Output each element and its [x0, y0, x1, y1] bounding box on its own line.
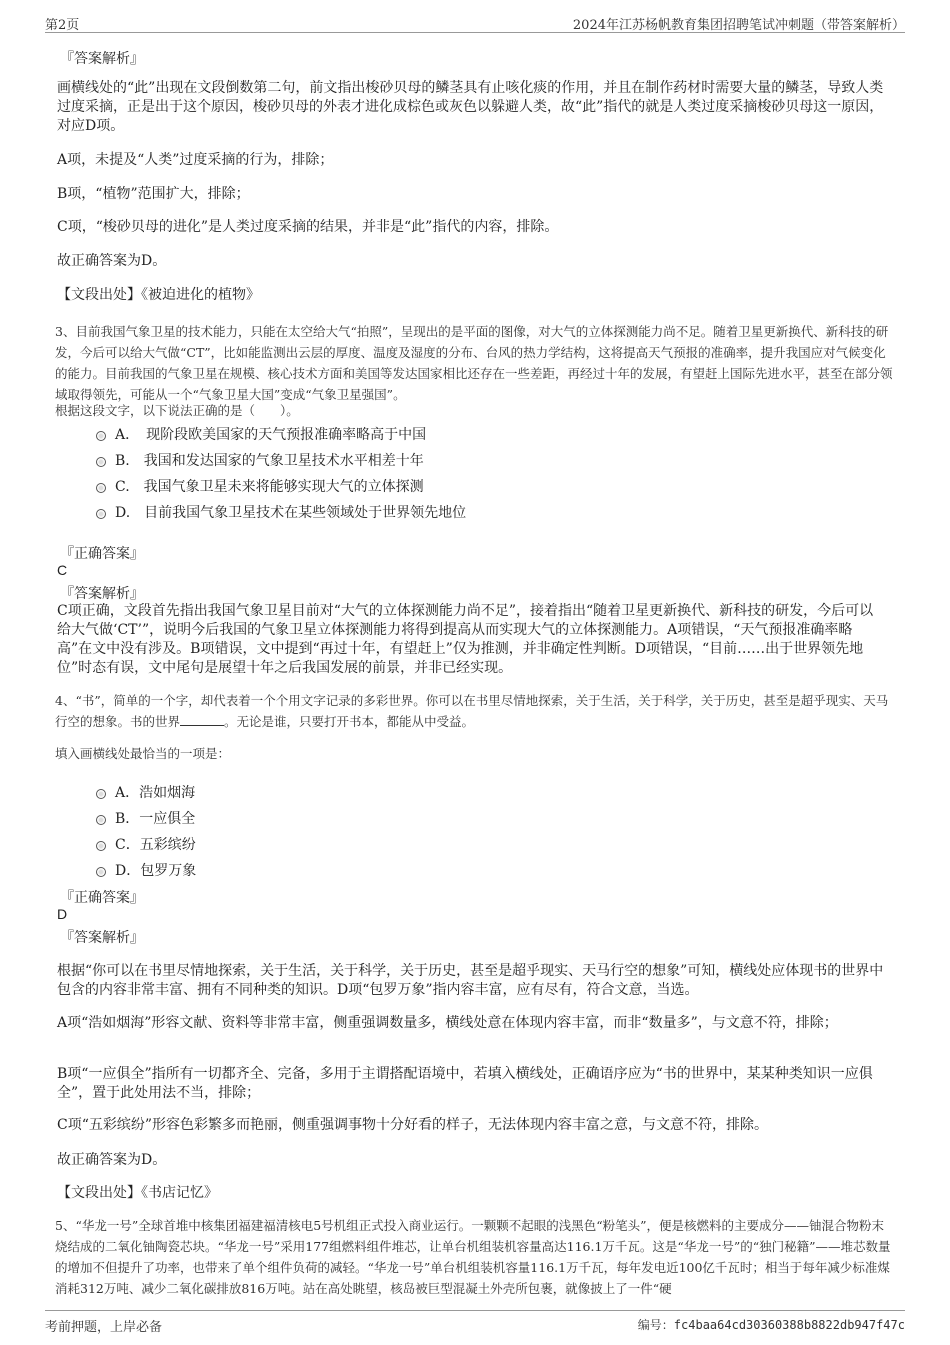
q3-option-a[interactable] [96, 424, 426, 444]
page-number: 第2页 [45, 18, 80, 33]
q2-analysis-p5: 故正确答案为D。 [57, 253, 167, 269]
page-footer [45, 1310, 905, 1335]
option-label: D. 目前我国气象卫星技术在某些领域处于世界领先地位 [115, 505, 467, 521]
q4-analysis-p5: 故正确答案为D。 [57, 1152, 167, 1168]
q4-stem-part-2: 。无论是谁，只要打开书本，都能从中受益。 [224, 714, 475, 729]
q3-correct-answer: C [57, 562, 68, 578]
option-label: B. 我国和发达国家的气象卫星技术水平相差十年 [115, 453, 424, 469]
q3-analysis-label: 『答案解析』 [60, 586, 144, 602]
q4-analysis-p4: C项“五彩缤纷”形容色彩繁多而艳丽，侧重强调事物十分好看的样子，无法体现内容丰富之意，与文意不符，排除。 [57, 1117, 769, 1133]
radio-icon[interactable] [96, 815, 106, 825]
q3-option-c[interactable] [96, 476, 424, 496]
radio-icon[interactable] [96, 509, 106, 519]
q3-option-b[interactable] [96, 450, 424, 470]
q4-analysis-label: 『答案解析』 [60, 930, 144, 946]
q3-option-d[interactable] [96, 502, 466, 522]
page-header [45, 12, 905, 33]
option-label: A． 现阶段欧美国家的天气预报准确率略高于中国 [115, 427, 427, 443]
q2-analysis-p2: A项，未提及“人类”过度采摘的行为，排除； [57, 152, 334, 168]
q3-stem: 3、目前我国气象卫星的技术能力，只能在太空给大气“拍照”，呈现出的是平面的图像，对大气的立体探测能力尚不足。随着卫星更新换代、新科技的研发，今后可以给大气做“CT”，比如能监测出云层的厚度、温度及湿度的分布、台风的热力学结构，这将提高天气预报的准确率，提升我国应对气候变化的能力。目前我国的气象卫星在规模、核心技术方面和美国等发达国家相比还存在一些差距，再经过十年的发展，有望赶上国际先进水平，甚至在部分领域取得领先，可能从一个“气象卫星大国”变成“气象卫星强国”。 [55, 324, 893, 402]
option-label: B．一应俱全 [115, 811, 196, 827]
q2-analysis-label: 『答案解析』 [60, 51, 144, 67]
q4-option-a[interactable] [96, 782, 195, 802]
q3-correct-label: 『正确答案』 [60, 546, 144, 562]
option-label: D．包罗万象 [115, 863, 197, 879]
radio-icon[interactable] [96, 431, 106, 441]
radio-icon[interactable] [96, 457, 106, 467]
radio-icon[interactable] [96, 483, 106, 493]
document-title: 2024年江苏杨帆教育集团招聘笔试冲刺题（带答案解析） [572, 18, 905, 33]
footer-slogan: 考前押题，上岸必备 [45, 1320, 163, 1335]
q2-analysis-p1: 画横线处的“此”出现在文段倒数第二句，前文指出梭砂贝母的鳞茎具有止咳化痰的作用，并且在制作药材时需要大量的鳞茎，导致人类过度采摘，正是出于这个原因，梭砂贝母的外表才进化成棕色或灰色以躲避人类，故“此”指代的就是人类过度采摘梭砂贝母这一原因，对应D项。 [57, 80, 884, 134]
radio-icon[interactable] [96, 789, 106, 799]
q4-option-c[interactable] [96, 834, 196, 854]
option-label: C. 我国气象卫星未来将能够实现大气的立体探测 [115, 479, 424, 495]
q4-analysis-p2: A项“浩如烟海”形容文献、资料等非常丰富，侧重强调数量多，横线处意在体现内容丰富，而非“数量多”，与文意不符，排除； [57, 1015, 838, 1031]
option-label: C．五彩缤纷 [115, 837, 196, 853]
fill-blank [180, 713, 224, 726]
radio-icon[interactable] [96, 867, 106, 877]
document-code: 编号：fc4baa64cd30360388b8822db947f47c [637, 1318, 905, 1332]
option-label: A．浩如烟海 [115, 785, 196, 801]
q2-analysis-p3: B项，“植物”范围扩大，排除； [57, 186, 250, 202]
q4-stem-part-1: 4、“书”，简单的一个字，却代表着一个个用文字记录的多彩世界。你可以在书里尽情地探索，关于生活，关于科学，关于历史，甚至是超乎现实、天马行空的想象。书的世界 [55, 693, 889, 729]
q4-option-b[interactable] [96, 808, 195, 828]
radio-icon[interactable] [96, 841, 106, 851]
q4-analysis-p1: 根据“你可以在书里尽情地探索，关于生活，关于科学，关于历史，甚至是超乎现实、天马行空的想象”可知，横线处应体现书的世界中包含的内容非常丰富、拥有不同种类的知识。D项“包罗万象”指内容丰富，应有尽有，符合文意，当选。 [57, 963, 884, 998]
q4-correct-label: 『正确答案』 [60, 890, 144, 906]
q4-analysis-p3: B项“一应俱全”指所有一切都齐全、完备，多用于主谓搭配语境中，若填入横线处，正确语序应为“书的世界中，某某种类知识一应俱全”，置于此处用法不当，排除； [57, 1066, 873, 1101]
q4-source: 【文段出处】《书店记忆》 [57, 1185, 218, 1201]
q4-question: 填入画横线处最恰当的一项是： [55, 746, 231, 761]
q3-analysis: C项正确，文段首先指出我国气象卫星目前对“大气的立体探测能力尚不足”，接着指出“随着卫星更新换代、新科技的研发，今后可以给大气做‘CT’”，说明今后我国的气象卫星立体探测能力将得到提高从而实现大气的立体探测能力。A项错误，“天气预报准确率略高”在文中没有涉及。B项错误，文中提到“再过十年，有望赶上”仅为推测，并非确定性判断。D项错误，“目前……出于世界领先地位”时态有误，文中尾句是展望十年之后我国发展的前景，并非已经实现。 [57, 603, 874, 676]
q4-option-d[interactable] [96, 860, 196, 880]
q3-question: 根据这段文字，以下说法正确的是（ ）。 [55, 403, 299, 418]
q4-correct-answer: D [57, 906, 68, 922]
q2-source: 【文段出处】《被迫进化的植物》 [57, 287, 260, 303]
q2-analysis-p4: C项，“梭砂贝母的进化”是人类过度采摘的结果，并非是“此”指代的内容，排除。 [57, 219, 559, 235]
q4-stem [55, 690, 895, 732]
q5-stem: 5、“华龙一号”全球首堆中核集团福建福清核电5号机组正式投入商业运行。一颗颗不起眼的浅黑色“粉笔头”，便是核燃料的主要成分——铀混合物粉末烧结成的二氧化铀陶瓷芯块。“华龙一号”采用177组燃料组件堆芯，让单台机组装机容量高达116.1万千瓦。这是“华龙一号”的“独门秘籍”——堆芯数量的增加不但提升了功率，也带来了单个组件负荷的减轻。“华龙一号”单台机组装机容量116.1万千瓦，每年发电近100亿千瓦时；相当于每年减少标准煤消耗312万吨、减少二氧化碳排放816万吨。站在高处眺望，核岛被巨型混凝土外壳所包裹，就像披上了一件“硬 [55, 1218, 891, 1296]
